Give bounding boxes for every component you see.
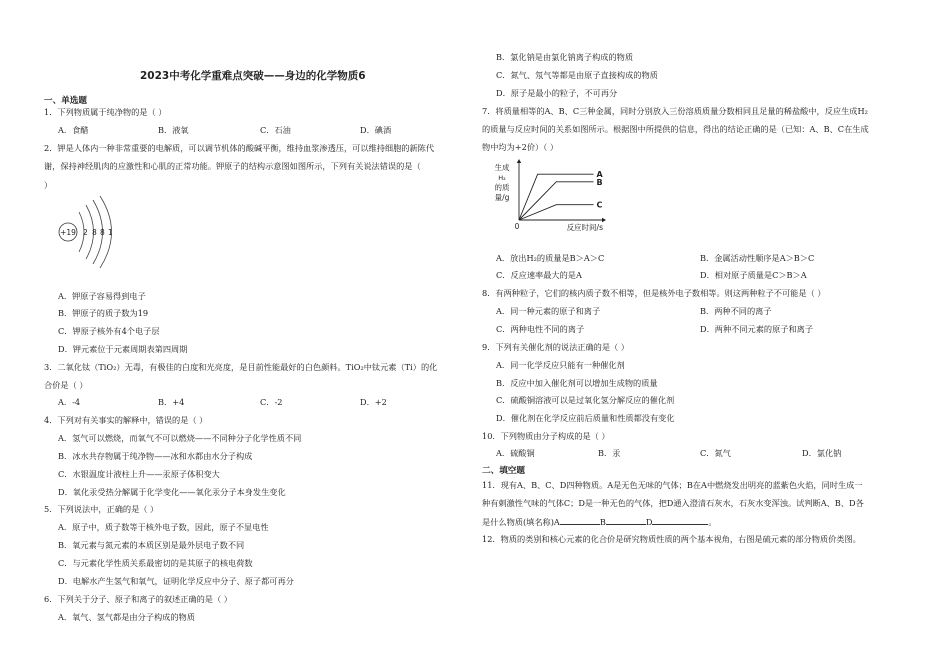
chart-series-label-c: C bbox=[596, 200, 603, 210]
chart-series-line-b bbox=[519, 182, 594, 220]
question-5-option-a[interactable]: A．原子中，质子数等于核外电子数，因此，原子不显电性 bbox=[58, 522, 269, 532]
question-1-option-d[interactable]: D．碘酒 bbox=[360, 125, 392, 135]
question-5-option-d[interactable]: D．电解水产生氢气和氧气，证明化学反应中分子、原子都可再分 bbox=[58, 576, 294, 586]
answer-label-b: B bbox=[599, 517, 606, 527]
answer-blank-a[interactable] bbox=[560, 516, 600, 525]
question-9-option-b[interactable]: B．反应中加入催化剂可以增加生成物的质量 bbox=[496, 378, 658, 388]
question-2-line-2: 谢，保持神经肌肉的应激性和心肌的正常功能。钾原子的结构示意图如图所示，下列有关说法错误的是（ bbox=[44, 161, 421, 171]
question-10-option-d[interactable]: D．氯化钠 bbox=[802, 448, 842, 458]
chart-x-axis-arrow bbox=[602, 218, 606, 222]
shell-3-electron-count: 8 bbox=[100, 228, 105, 237]
section-heading-fill-in: 二、填空题 bbox=[482, 466, 525, 476]
question-9-option-a[interactable]: A．同一化学反应只能有一种催化剂 bbox=[496, 360, 625, 370]
question-1-options bbox=[58, 125, 458, 136]
chart-y-label-line-1: 生成 bbox=[494, 163, 510, 172]
section-heading-single-choice: 一、单选题 bbox=[44, 96, 87, 106]
potassium-atom-structure-diagram bbox=[56, 195, 156, 273]
question-9-option-d[interactable]: D．催化剂在化学反应前后质量和性质都没有变化 bbox=[496, 413, 675, 423]
question-1-stem: 1．下列物质属于纯净物的是（ ） bbox=[44, 107, 167, 117]
chart-series-line-c bbox=[519, 205, 594, 220]
question-7-line-2: 的质量与反应时间的关系如图所示。根据图中所提供的信息，得出的结论正确的是（已知：A、B、C在生成 bbox=[482, 124, 869, 134]
chart-y-label-line-3: 的质 bbox=[494, 183, 510, 192]
chart-series-label-a: A bbox=[596, 170, 603, 180]
question-6-option-b[interactable]: B．氯化钠是由氯化钠离子构成的物质 bbox=[496, 52, 634, 62]
document-title: 2023中考化学重难点突破——身边的化学物质6 bbox=[140, 70, 366, 82]
question-11-end-mark: 。 bbox=[708, 517, 717, 527]
question-10-options bbox=[496, 448, 906, 459]
question-2-line-1: 2．钾是人体内一种非常重要的电解质，可以调节机体的酸碱平衡，维持血浆渗透压，可以维持细胞的新陈代 bbox=[44, 143, 435, 153]
question-7-option-b[interactable]: B．金属活动性顺序是A＞B＞C bbox=[700, 253, 815, 263]
shell-2-electron-count: 8 bbox=[92, 228, 97, 237]
hydrogen-mass-vs-time-chart bbox=[492, 158, 617, 240]
question-3-options bbox=[58, 397, 458, 408]
question-10-option-a[interactable]: A．硫酸铜 bbox=[496, 448, 535, 458]
question-4-option-b[interactable]: B．冰水共存物属于纯净物——冰和水都由水分子构成 bbox=[58, 451, 253, 461]
question-3-option-a[interactable]: A．-4 bbox=[58, 397, 81, 407]
question-5-stem: 5．下列说法中，正确的是（ ） bbox=[44, 504, 159, 514]
chart-series-label-b: B bbox=[596, 177, 603, 187]
question-3-line-1: 3．二氧化钛（TiO₂）无毒，有极佳的白度和光亮度，是目前性能最好的白色颜料。TiO₂中钛元素（Ti）的化 bbox=[44, 362, 438, 372]
chart-series-group bbox=[519, 170, 604, 220]
answer-label-d: D bbox=[645, 517, 653, 527]
question-2-line-3: ） bbox=[44, 180, 53, 190]
question-12-line-1: 12．物质的类别和核心元素的化合价是研究物质性质的两个基本视角，右图是硫元素的部分物质价类图。 bbox=[482, 534, 861, 544]
question-10-option-b[interactable]: B．汞 bbox=[598, 448, 621, 458]
question-4-option-d[interactable]: D．氧化汞受热分解属于化学变化——氧化汞分子本身发生变化 bbox=[58, 487, 286, 497]
question-1-option-a[interactable]: A．食醋 bbox=[58, 125, 89, 135]
question-7-line-1: 7．将质量相等的A、B、C三种金属，同时分别放入三份溶质质量分数相同且足量的稀盐酸中，反应生成H₂ bbox=[482, 106, 868, 116]
question-10-stem: 10．下列物质由分子构成的是（ ） bbox=[482, 431, 610, 441]
shell-4-electron-count: 1 bbox=[108, 228, 113, 237]
chart-x-axis-label: 反应时间/s bbox=[566, 223, 603, 232]
chart-y-axis-label bbox=[495, 162, 510, 202]
chart-y-axis-arrow bbox=[517, 159, 521, 163]
question-7-option-c[interactable]: C．反应速率最大的是A bbox=[496, 270, 582, 280]
question-3-option-d[interactable]: D．+2 bbox=[360, 397, 387, 407]
question-2-option-a[interactable]: A．钾原子容易得到电子 bbox=[58, 291, 146, 301]
question-7-line-3: 物中均为+2价）（ ） bbox=[482, 142, 559, 152]
question-11-line-2: 种有刺激性气味的气体C；D是一种无色的气体，把D通入澄清石灰水，石灰水变浑浊。试判断A、B、D各 bbox=[482, 498, 864, 508]
question-9-stem: 9．下列有关催化剂的说法正确的是（ ） bbox=[482, 342, 629, 352]
question-7-option-a[interactable]: A．放出H₂的质量是B＞A＞C bbox=[496, 253, 605, 263]
question-2-option-b[interactable]: B．钾原子的质子数为19 bbox=[58, 308, 149, 318]
question-9-option-c[interactable]: C．硫酸铜溶液可以是过氧化氢分解反应的催化剂 bbox=[496, 395, 675, 405]
question-7-option-d[interactable]: D．相对原子质量是C＞B＞A bbox=[700, 270, 807, 280]
question-11-line-3-text: 是什么物质(填名称)A bbox=[482, 517, 560, 527]
question-11-line-3 bbox=[482, 516, 717, 528]
question-8-option-b[interactable]: B．两种不同的离子 bbox=[700, 306, 772, 316]
chart-series-line-a bbox=[519, 174, 594, 220]
answer-blank-d[interactable] bbox=[652, 516, 708, 525]
question-5-option-c[interactable]: C．与元素化学性质关系最密切的是其原子的核电荷数 bbox=[58, 558, 253, 568]
question-8-option-d[interactable]: D．两种不同元素的原子和离子 bbox=[700, 324, 814, 334]
question-8-option-c[interactable]: C．两种电性不同的离子 bbox=[496, 324, 585, 334]
question-8-options-row-2 bbox=[496, 324, 906, 335]
question-3-option-b[interactable]: B．+4 bbox=[158, 397, 185, 407]
question-2-option-c[interactable]: C．钾原子核外有4个电子层 bbox=[58, 326, 160, 336]
question-3-option-c[interactable]: C．-2 bbox=[260, 397, 283, 407]
chart-origin-label: 0 bbox=[514, 222, 520, 231]
nucleus-charge-label: +19 bbox=[60, 228, 76, 237]
question-6-stem: 6．下列关于分子、原子和离子的叙述正确的是（ ） bbox=[44, 594, 232, 604]
answer-blank-b[interactable] bbox=[606, 516, 646, 525]
chart-y-label-line-4: 量/g bbox=[494, 193, 510, 202]
question-2-option-d[interactable]: D．钾元素位于元素周期表第四周期 bbox=[58, 344, 188, 354]
shell-1-electron-count: 2 bbox=[83, 228, 88, 237]
question-11-line-1: 11．现有A、B、C、D四种物质。A是无色无味的气体；B在A中燃烧发出明亮的蓝紫色火焰，同时生成一 bbox=[482, 480, 863, 490]
question-3-line-2: 合价是（ ） bbox=[44, 380, 88, 390]
question-6-option-d[interactable]: D．原子是最小的粒子，不可再分 bbox=[496, 88, 618, 98]
question-6-option-c[interactable]: C．氮气、氖气等都是由原子直接构成的物质 bbox=[496, 70, 658, 80]
question-4-stem: 4．下列对有关事实的解释中，错误的是（ ） bbox=[44, 415, 208, 425]
question-5-option-b[interactable]: B．氧元素与氮元素的本质区别是最外层电子数不同 bbox=[58, 540, 245, 550]
question-7-options-row-1 bbox=[496, 253, 906, 264]
question-8-options-row-1 bbox=[496, 306, 906, 317]
question-1-option-c[interactable]: C．石油 bbox=[260, 125, 291, 135]
question-10-option-c[interactable]: C．氮气 bbox=[700, 448, 731, 458]
question-1-option-b[interactable]: B．液氧 bbox=[158, 125, 189, 135]
question-4-option-c[interactable]: C．水银温度计液柱上升——汞原子体积变大 bbox=[58, 469, 220, 479]
question-6-option-a[interactable]: A．氧气、氢气都是由分子构成的物质 bbox=[58, 612, 195, 622]
chart-y-label-line-2: H₂ bbox=[498, 174, 506, 182]
question-7-options-row-2 bbox=[496, 270, 906, 281]
question-4-option-a[interactable]: A．氢气可以燃烧，而氧气不可以燃烧——不同种分子化学性质不同 bbox=[58, 433, 302, 443]
question-8-stem: 8．有两种粒子，它们的核内质子数不相等，但是核外电子数相等。则这两种粒子不可能是（ ） bbox=[482, 288, 826, 298]
question-8-option-a[interactable]: A．同一种元素的原子和离子 bbox=[496, 306, 601, 316]
